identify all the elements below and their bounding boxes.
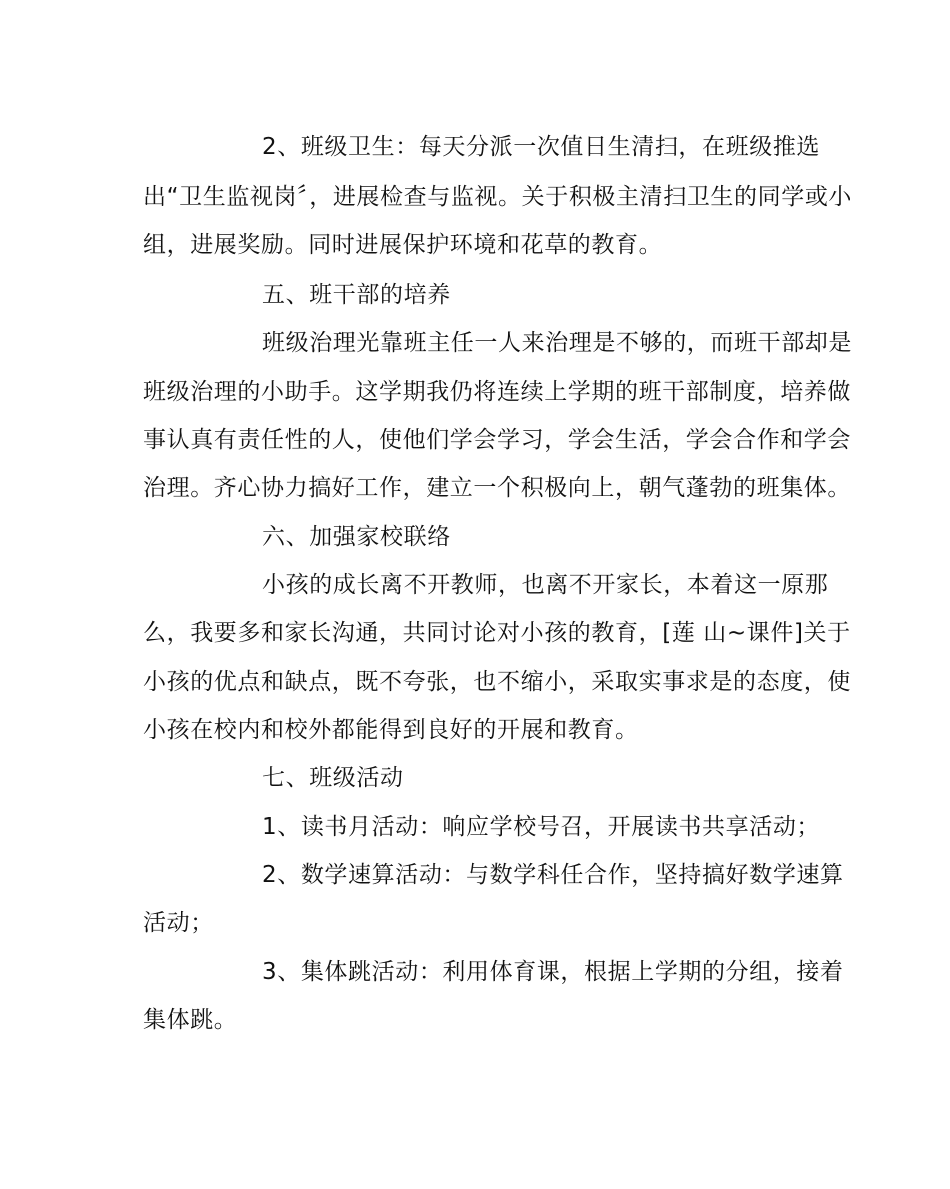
activity-item-2-line-1: 2、数学速算活动：与数学科任合作，坚持搞好数学速算	[262, 862, 844, 888]
paragraph-home-school-line-2: 么，我要多和家长沟通，共同讨论对小孩的教育，[莲 山~课件]关于	[143, 620, 851, 646]
paragraph-hygiene-line-2: 出“卫生监视岗〞，进展检查与监视。关于积极主清扫卫生的同学或小	[143, 184, 853, 210]
paragraph-home-school-line-4: 小孩在校内和校外都能得到良好的开展和教育。	[143, 717, 639, 743]
paragraph-cadre-line-1: 班级治理光靠班主任一人来治理是不够的，而班干部却是	[262, 330, 852, 356]
paragraph-cadre-line-3: 事认真有责任性的人，使他们学会学习，学会生活，学会合作和学会	[143, 427, 851, 453]
activity-item-3-line-2: 集体跳。	[143, 1007, 238, 1033]
section-heading-class-cadre: 五、班干部的培养	[262, 282, 451, 308]
section-heading-class-activities: 七、班级活动	[262, 765, 404, 791]
paragraph-home-school-line-1: 小孩的成长离不开教师，也离不开家长，本着这一原那	[262, 572, 829, 598]
paragraph-home-school-line-3: 小孩的优点和缺点，既不夸张，也不缩小，采取实事求是的态度，使	[143, 669, 851, 695]
activity-item-3-line-1: 3、集体跳活动：利用体育课，根据上学期的分组，接着	[262, 959, 844, 985]
section-heading-home-school: 六、加强家校联络	[262, 524, 451, 550]
paragraph-hygiene-line-3: 组，进展奖励。同时进展保护环境和花草的教育。	[143, 232, 663, 258]
paragraph-hygiene-line-1: 2、班级卫生：每天分派一次值日生清扫，在班级推选	[262, 134, 821, 160]
activity-item-2-line-2: 活动；	[143, 910, 214, 936]
paragraph-cadre-line-2: 班级治理的小助手。这学期我仍将连续上学期的班干部制度，培养做	[143, 379, 851, 405]
activity-item-1: 1、读书月活动：响应学校号召，开展读书共享活动；	[262, 814, 821, 840]
paragraph-cadre-line-4: 治理。齐心协力搞好工作，建立一个积极向上，朝气蓬勃的班集体。	[143, 475, 851, 501]
